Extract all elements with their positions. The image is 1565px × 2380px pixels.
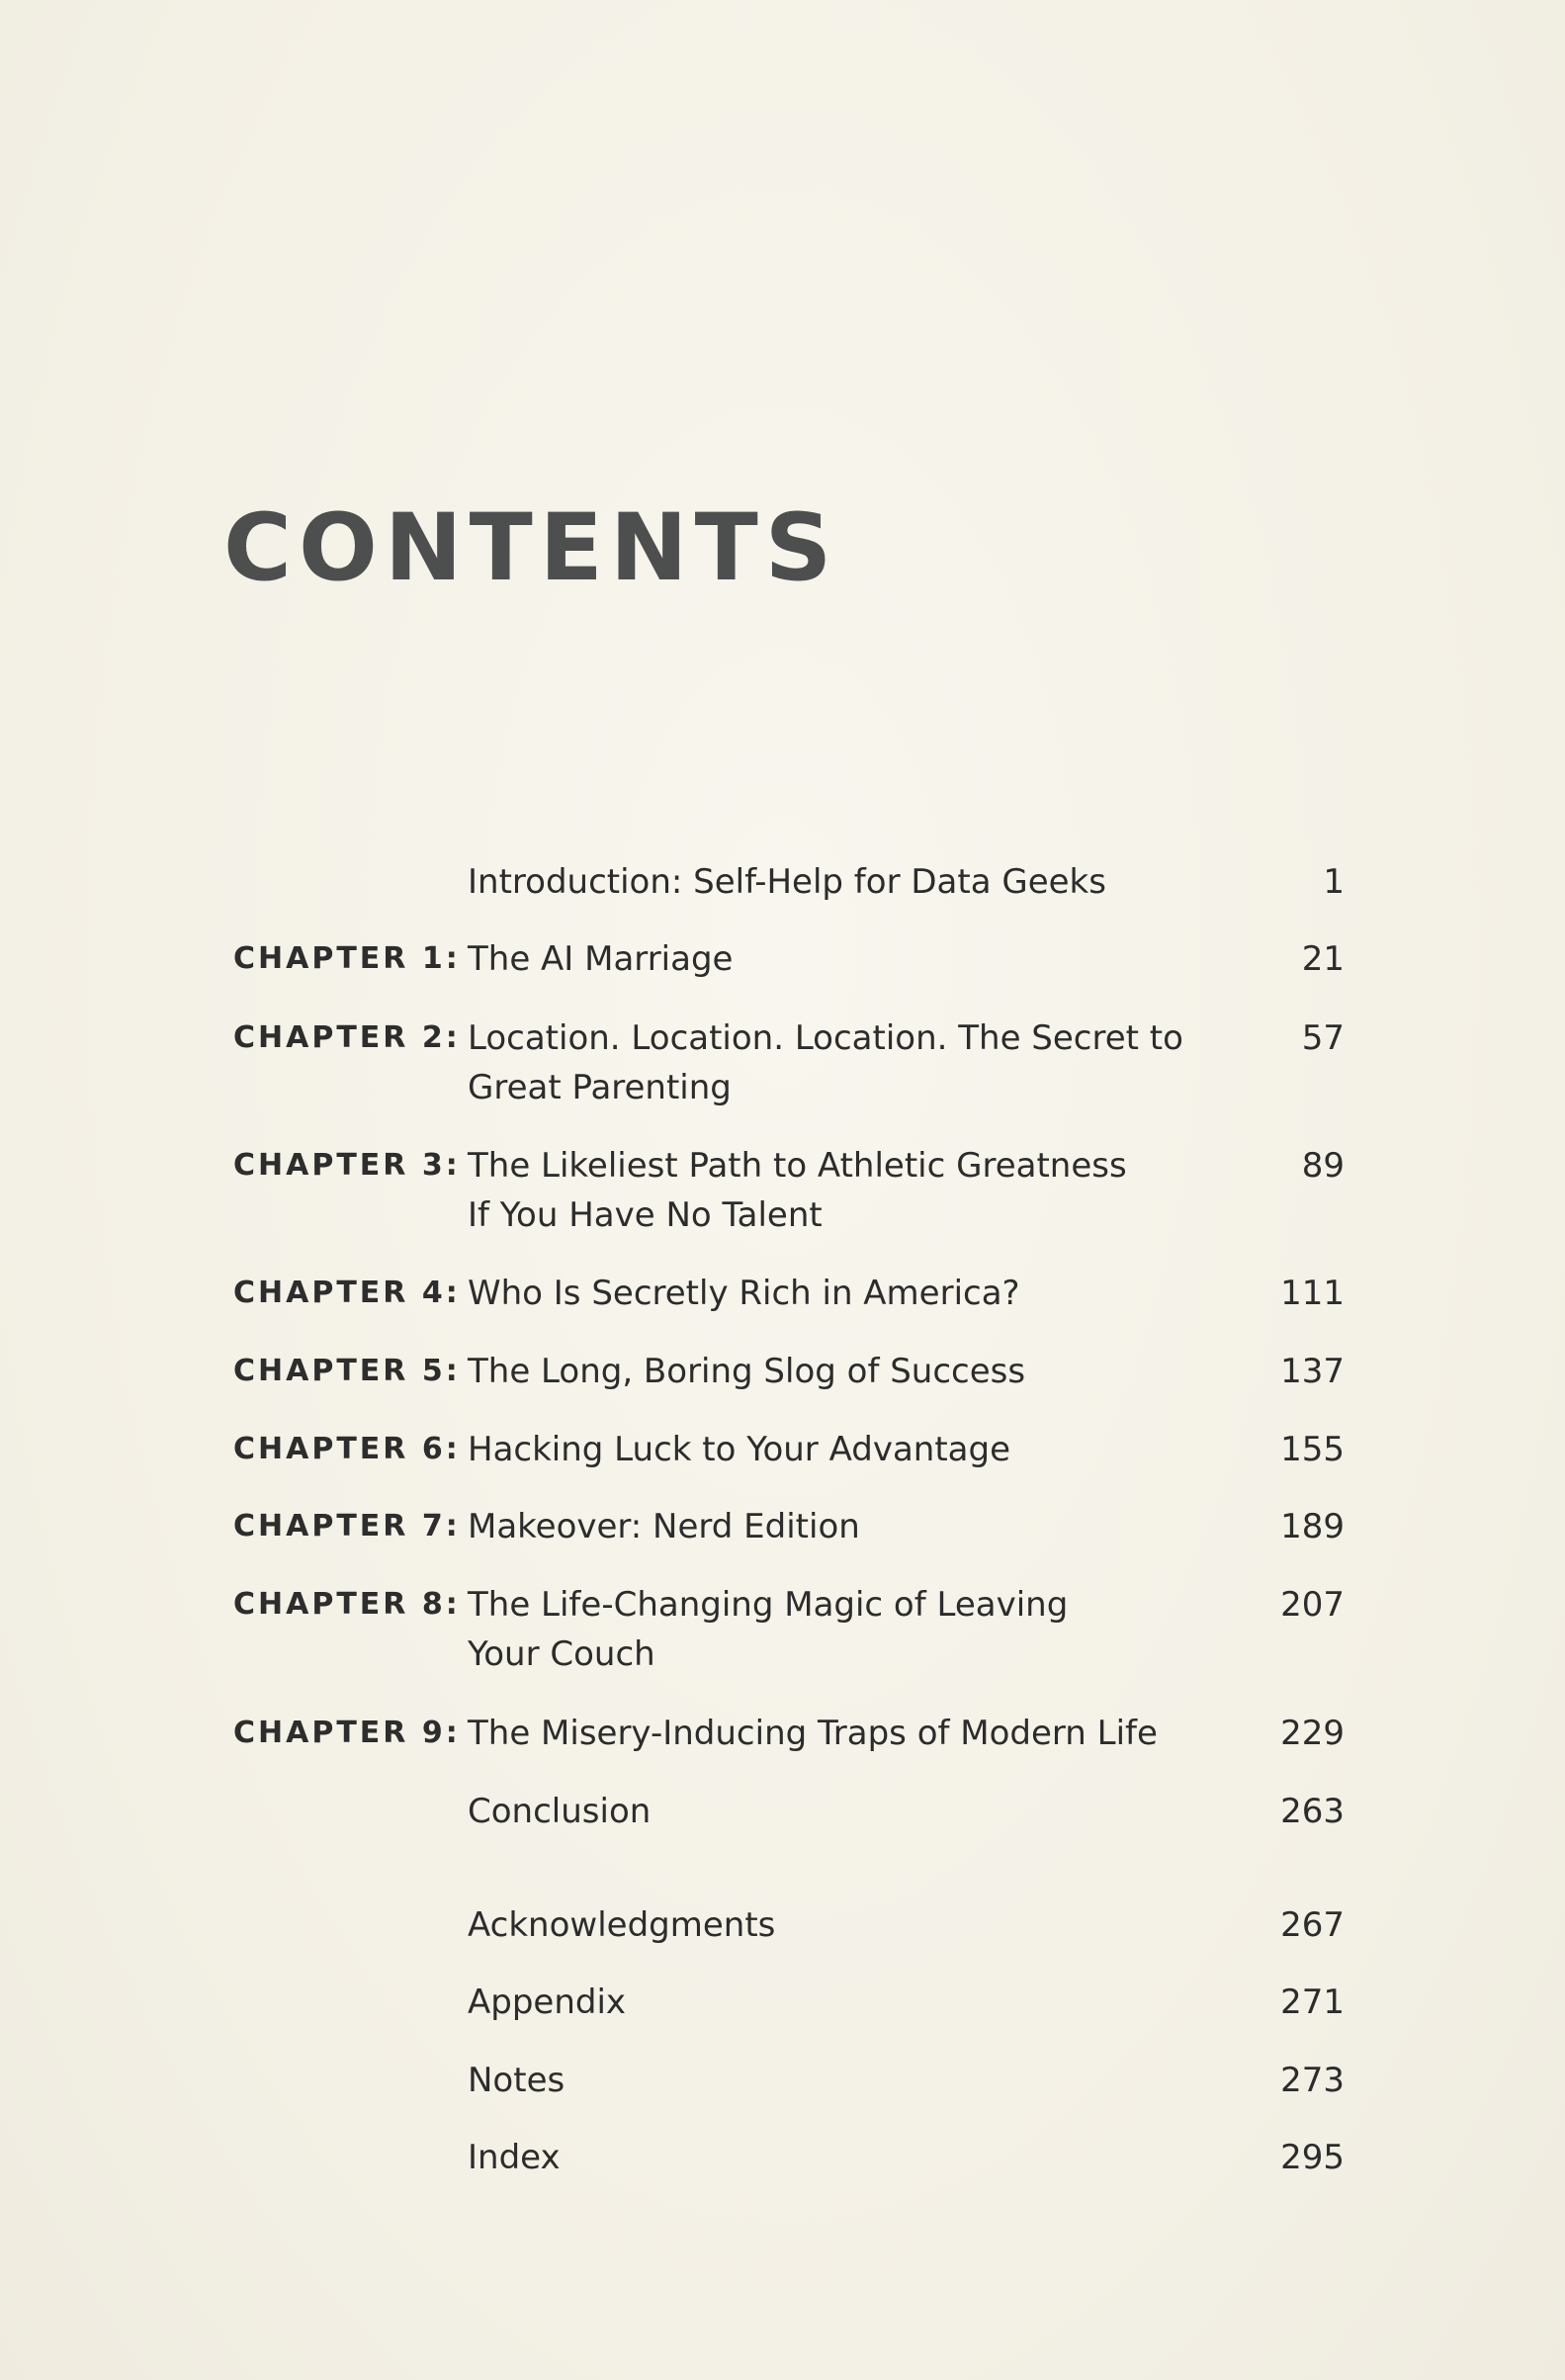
toc-entry-title: The Life-Changing Magic of Leaving <box>468 1585 1069 1625</box>
toc-entry-page: 137 <box>1280 1352 1345 1391</box>
toc-entry-page: 89 <box>1301 1146 1345 1186</box>
toc-entry-title-continued: If You Have No Talent <box>468 1195 823 1235</box>
toc-entry-title: Notes <box>468 2061 565 2100</box>
toc-entry-label: CHAPTER 1: <box>233 941 461 976</box>
toc-entry-title: Appendix <box>468 1983 627 2022</box>
toc-entry-label: CHAPTER 8: <box>233 1587 461 1622</box>
toc-entry-label: CHAPTER 6: <box>233 1432 461 1466</box>
toc-entry-title-continued: Your Couch <box>468 1634 655 1674</box>
toc-entry-page: 155 <box>1280 1430 1345 1469</box>
toc-entry-title: Who Is Secretly Rich in America? <box>468 1274 1020 1313</box>
toc-entry-title: The AI Marriage <box>468 939 734 979</box>
toc-entry-label: CHAPTER 9: <box>233 1716 461 1750</box>
toc-entry-title: Location. Location. Location. The Secret to <box>468 1018 1183 1058</box>
toc-entry-title-continued: Great Parenting <box>468 1068 732 1107</box>
toc-entry-label: CHAPTER 4: <box>233 1276 461 1310</box>
toc-entry-title: The Likeliest Path to Athletic Greatness <box>468 1146 1127 1186</box>
toc-entry-page: 189 <box>1280 1507 1345 1546</box>
toc-entry-title: Conclusion <box>468 1792 652 1831</box>
toc-entry-page: 21 <box>1301 939 1345 979</box>
toc-entry-page: 111 <box>1280 1274 1345 1313</box>
toc-entry-page: 1 <box>1323 862 1345 902</box>
toc-entry-page: 273 <box>1280 2061 1345 2100</box>
toc-entry-page: 295 <box>1280 2138 1345 2177</box>
toc-entry-title: Makeover: Nerd Edition <box>468 1507 860 1546</box>
toc-entry-page: 267 <box>1280 1905 1345 1945</box>
toc-entry-page: 263 <box>1280 1792 1345 1831</box>
toc-entry-title: Introduction: Self-Help for Data Geeks <box>468 862 1106 902</box>
toc-entry-page: 229 <box>1280 1714 1345 1753</box>
toc-entry-title: Hacking Luck to Your Advantage <box>468 1430 1010 1469</box>
toc-entry-label: CHAPTER 3: <box>233 1148 461 1183</box>
toc-entry-label: CHAPTER 7: <box>233 1509 461 1543</box>
toc-entry-page: 207 <box>1280 1585 1345 1625</box>
toc-entry-title: Acknowledgments <box>468 1905 776 1945</box>
toc-entry-page: 271 <box>1280 1983 1345 2022</box>
toc-entry-page: 57 <box>1301 1018 1345 1058</box>
toc-entry-title: The Long, Boring Slog of Success <box>468 1352 1026 1391</box>
toc-entry-title: Index <box>468 2138 561 2177</box>
page-title: CONTENTS <box>223 494 839 602</box>
toc-entry-label: CHAPTER 5: <box>233 1354 461 1388</box>
toc-entry-title: The Misery-Inducing Traps of Modern Life <box>468 1714 1158 1753</box>
toc-entry-label: CHAPTER 2: <box>233 1020 461 1055</box>
